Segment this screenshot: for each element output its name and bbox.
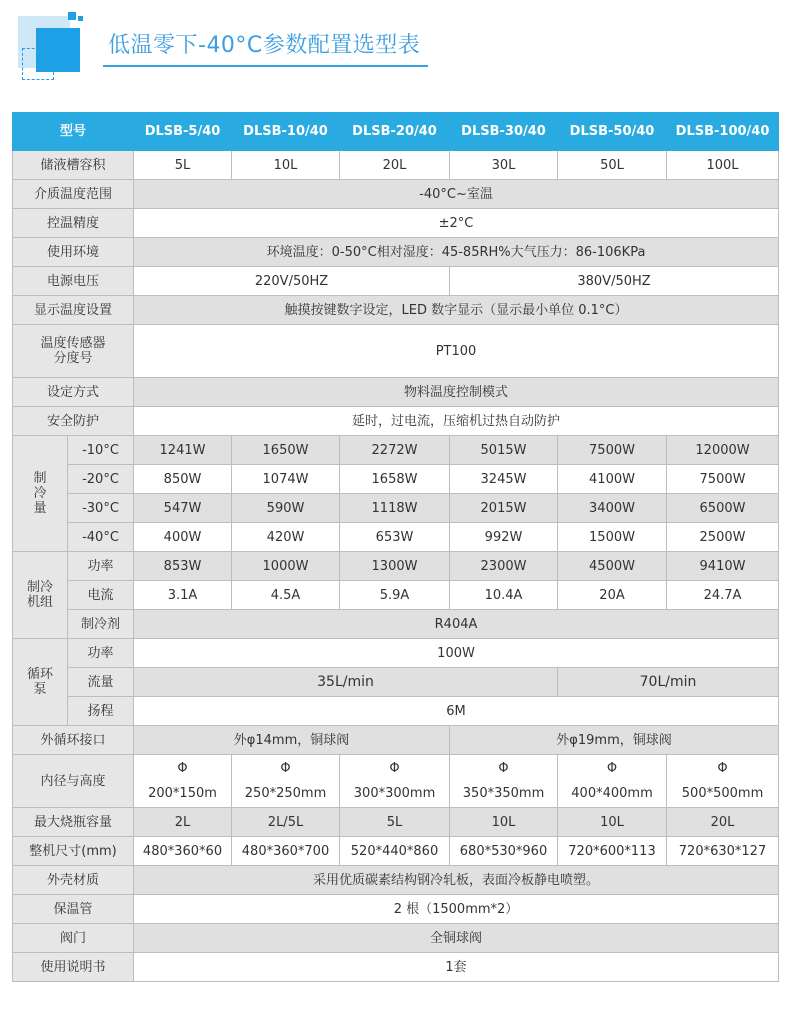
inner-size-cell (340, 755, 450, 808)
insulation-label: 保温管 (13, 895, 134, 924)
safety-row (13, 407, 779, 436)
model-header: DLSB-50/40 (558, 113, 667, 151)
cooling-value: 4100W (558, 465, 667, 494)
phi-symbol: Φ (498, 761, 509, 776)
dimensions-value: 480*360*700 (232, 837, 340, 866)
unit-current-value: 4.5A (232, 581, 340, 610)
insulation-value: 2 根（1500mm*2） (134, 895, 779, 924)
temp-accuracy-row (13, 209, 779, 238)
model-header: DLSB-100/40 (667, 113, 779, 151)
valve-value: 全铜球阀 (134, 924, 779, 953)
inner-size-cell (558, 755, 667, 808)
flask-row (13, 808, 779, 837)
header-row (13, 113, 779, 151)
page-title: 低温零下-40°C参数配置选型表 (108, 33, 421, 58)
manual-row (13, 953, 779, 982)
unit-current-value: 3.1A (134, 581, 232, 610)
unit-power-label: 功率 (68, 552, 134, 581)
capacity-value: 10L (232, 151, 340, 180)
valve-row (13, 924, 779, 953)
cooling-temp: -30°C (68, 494, 134, 523)
cooling-value: 1658W (340, 465, 450, 494)
capacity-label: 储液槽容积 (13, 151, 134, 180)
power-supply-row (13, 267, 779, 296)
cooling-value: 1241W (134, 436, 232, 465)
cooling-value: 400W (134, 523, 232, 552)
pump-flow-row (13, 668, 779, 697)
inner-size-value: 400*400mm (571, 786, 653, 801)
unit-label-line: 制冷 (26, 580, 53, 595)
pump-flow-value: 35L/min (134, 668, 558, 697)
inner-size-value: 500*500mm (681, 786, 764, 801)
cooling-value: 653W (340, 523, 450, 552)
manual-value: 1套 (134, 953, 779, 982)
medium-temp-label: 介质温度范围 (13, 180, 134, 209)
cooling-value: 3400W (558, 494, 667, 523)
cooling-row (13, 436, 779, 465)
cooling-label-char: 冷 (33, 486, 47, 501)
pump-lift-label: 扬程 (68, 697, 134, 726)
temp-accuracy-value: ±2°C (134, 209, 779, 238)
phi-symbol: Φ (389, 761, 400, 776)
cooling-label-char: 制 (33, 471, 47, 486)
shell-row (13, 866, 779, 895)
cooling-temp: -10°C (68, 436, 134, 465)
cooling-temp: -40°C (68, 523, 134, 552)
inner-size-cell (134, 755, 232, 808)
sensor-label-line: 分度号 (53, 351, 93, 366)
model-header: DLSB-30/40 (450, 113, 558, 151)
title-area (0, 0, 790, 100)
sensor-value: PT100 (134, 325, 779, 378)
unit-power-value: 2300W (450, 552, 558, 581)
logo-square-outline-icon (22, 48, 54, 80)
unit-current-value: 10.4A (450, 581, 558, 610)
dimensions-value: 720*630*127 (667, 837, 779, 866)
flask-value: 2L (134, 808, 232, 837)
pump-lift-row (13, 697, 779, 726)
capacity-value: 100L (667, 151, 779, 180)
cooling-row (13, 465, 779, 494)
pump-power-value: 100W (134, 639, 779, 668)
shell-value: 采用优质碳素结构钢冷轧板，表面冷板静电喷塑。 (134, 866, 779, 895)
unit-power-value: 1300W (340, 552, 450, 581)
cooling-value: 2500W (667, 523, 779, 552)
inner-size-value: 200*150m (148, 786, 217, 801)
logo-dot-icon (68, 12, 76, 20)
cooling-value: 850W (134, 465, 232, 494)
capacity-value: 50L (558, 151, 667, 180)
capacity-value: 30L (450, 151, 558, 180)
unit-label-line: 机组 (26, 595, 53, 610)
power-supply-value: 380V/50HZ (450, 267, 779, 296)
cooling-value: 7500W (558, 436, 667, 465)
sensor-row (13, 325, 779, 378)
dimensions-value: 520*440*860 (340, 837, 450, 866)
unit-current-value: 20A (558, 581, 667, 610)
cooling-value: 1118W (340, 494, 450, 523)
outer-port-value: 外φ19mm，铜球阀 (450, 726, 779, 755)
pump-label (13, 639, 68, 726)
unit-power-value: 853W (134, 552, 232, 581)
phi-symbol: Φ (280, 761, 291, 776)
flask-value: 2L/5L (232, 808, 340, 837)
dimensions-row (13, 837, 779, 866)
power-supply-value: 220V/50HZ (134, 267, 450, 296)
set-mode-row (13, 378, 779, 407)
unit-power-value: 1000W (232, 552, 340, 581)
capacity-value: 20L (340, 151, 450, 180)
cooling-value: 547W (134, 494, 232, 523)
title-underline (103, 65, 428, 67)
cooling-value: 992W (450, 523, 558, 552)
pump-flow-label: 流量 (68, 668, 134, 697)
unit-current-value: 24.7A (667, 581, 779, 610)
manual-label: 使用说明书 (13, 953, 134, 982)
set-mode-value: 物料温度控制模式 (134, 378, 779, 407)
set-mode-label: 设定方式 (13, 378, 134, 407)
flask-value: 10L (558, 808, 667, 837)
environment-label: 使用环境 (13, 238, 134, 267)
unit-power-value: 9410W (667, 552, 779, 581)
display-value: 触摸按键数字设定，LED 数字显示（显示最小单位 0.1°C） (134, 296, 779, 325)
dimensions-value: 480*360*60 (134, 837, 232, 866)
cooling-label-char: 量 (33, 501, 47, 516)
display-row (13, 296, 779, 325)
outer-port-label: 外循环接口 (13, 726, 134, 755)
cooling-value: 1500W (558, 523, 667, 552)
pump-power-row (13, 639, 779, 668)
phi-symbol: Φ (606, 761, 618, 776)
pump-label-line: 循环 (26, 667, 53, 682)
model-header: DLSB-5/40 (134, 113, 232, 151)
unit-current-label: 电流 (68, 581, 134, 610)
unit-power-row (13, 552, 779, 581)
pump-flow-value: 70L/min (558, 668, 779, 697)
outer-port-row (13, 726, 779, 755)
insulation-row (13, 895, 779, 924)
cooling-value: 5015W (450, 436, 558, 465)
safety-label: 安全防护 (13, 407, 134, 436)
medium-temp-row (13, 180, 779, 209)
environment-row (13, 238, 779, 267)
phi-symbol: Φ (717, 761, 728, 776)
inner-size-cell (450, 755, 558, 808)
phi-symbol: Φ (177, 761, 188, 776)
inner-size-cell (667, 755, 779, 808)
pump-lift-value: 6M (134, 697, 779, 726)
model-header: DLSB-10/40 (232, 113, 340, 151)
cooling-value: 420W (232, 523, 340, 552)
medium-temp-value: -40°C~室温 (134, 180, 779, 209)
model-header: DLSB-20/40 (340, 113, 450, 151)
dimensions-value: 680*530*960 (450, 837, 558, 866)
cooling-value: 1074W (232, 465, 340, 494)
cooling-label (13, 436, 68, 552)
unit-label (13, 552, 68, 639)
cooling-value: 590W (232, 494, 340, 523)
unit-current-value: 5.9A (340, 581, 450, 610)
cooling-row (13, 523, 779, 552)
inner-size-value: 350*350mm (462, 786, 545, 801)
inner-size-value: 250*250mm (244, 786, 327, 801)
unit-refrigerant-row (13, 610, 779, 639)
power-supply-label: 电源电压 (13, 267, 134, 296)
flask-value: 5L (340, 808, 450, 837)
valve-label: 阀门 (13, 924, 134, 953)
flask-label: 最大烧瓶容量 (13, 808, 134, 837)
cooling-value: 3245W (450, 465, 558, 494)
display-label: 显示温度设置 (13, 296, 134, 325)
logo-dot-small-icon (78, 16, 83, 21)
unit-refrigerant-value: R404A (134, 610, 779, 639)
sensor-label-line: 温度传感器 (40, 336, 106, 351)
spec-table (12, 112, 779, 982)
dimensions-label: 整机尺寸(mm) (13, 837, 134, 866)
temp-accuracy-label: 控温精度 (13, 209, 134, 238)
shell-label: 外壳材质 (13, 866, 134, 895)
inner-size-cell (232, 755, 340, 808)
cooling-row (13, 494, 779, 523)
safety-value: 延时，过电流，压缩机过热自动防护 (134, 407, 779, 436)
cooling-value: 7500W (667, 465, 779, 494)
cooling-value: 6500W (667, 494, 779, 523)
header-label: 型号 (13, 113, 134, 151)
environment-value: 环境温度：0-50°C相对湿度：45-85RH%大气压力：86-106KPa (134, 238, 779, 267)
flask-value: 20L (667, 808, 779, 837)
capacity-value: 5L (134, 151, 232, 180)
cooling-value: 1650W (232, 436, 340, 465)
sensor-label (13, 325, 134, 378)
cooling-value: 2015W (450, 494, 558, 523)
unit-refrigerant-label: 制冷剂 (68, 610, 134, 639)
flask-value: 10L (450, 808, 558, 837)
pump-label-line: 泵 (33, 682, 47, 697)
unit-current-row (13, 581, 779, 610)
inner-size-label: 内径与高度 (13, 755, 134, 808)
capacity-row (13, 151, 779, 180)
inner-size-row (13, 755, 779, 808)
cooling-value: 12000W (667, 436, 779, 465)
unit-power-value: 4500W (558, 552, 667, 581)
inner-size-value: 300*300mm (353, 786, 436, 801)
outer-port-value: 外φ14mm，铜球阀 (134, 726, 450, 755)
pump-power-label: 功率 (68, 639, 134, 668)
cooling-temp: -20°C (68, 465, 134, 494)
cooling-value: 2272W (340, 436, 450, 465)
dimensions-value: 720*600*113 (558, 837, 667, 866)
